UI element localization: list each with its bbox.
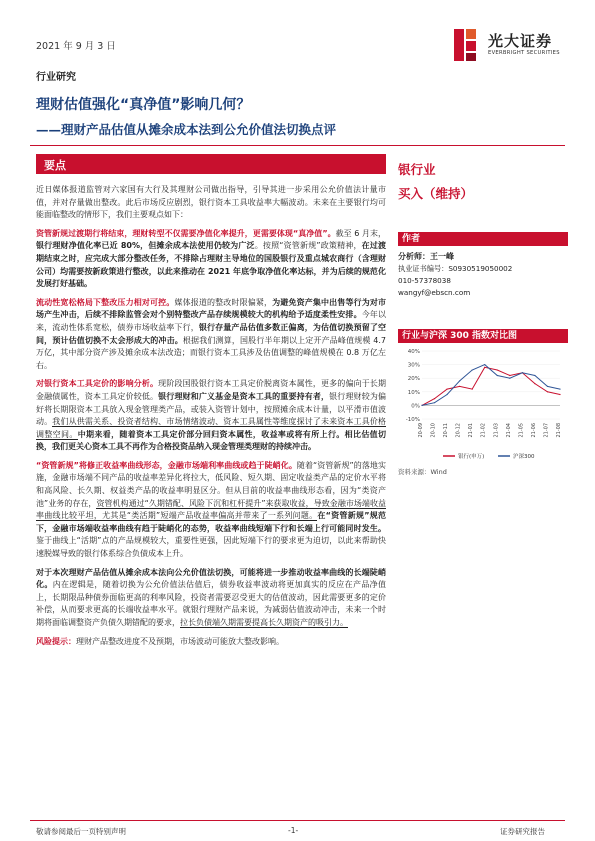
footer-disclaimer[interactable]: 敬请参阅最后一页特别声明 (36, 827, 126, 836)
text: 媒体报道的整改时限偏紧， (174, 297, 273, 307)
risk-text: 理财产品整改进度不及预期，市场波动可能放大整改影响。 (76, 636, 284, 646)
data-point (434, 402, 435, 403)
data-point (509, 378, 510, 379)
data-point (484, 364, 485, 365)
x-tick-label: 21-06 (530, 423, 537, 438)
paragraph-intro (36, 184, 386, 222)
text: 随着“资管新规”的落地实施，金融市场端不同产品的收益率差异化将拉大，低风险、短久期、固定收益类产品的定价水平将和高风险、长久期、权益类产品的收益率明显区分。但从目前的收益率曲线形态看，因为“类资产池”业务的存在， (36, 460, 386, 508)
footer-report-type: 证券研究报告 (500, 827, 545, 836)
y-tick-label: 20% (407, 376, 420, 383)
x-tick-label: 21-05 (518, 423, 525, 438)
index-comparison-chart (398, 343, 568, 463)
text-underlined: 资管机构通过“久期错配、风险下沉和杠杆提升”来获取收益，导致金融市场端收益率曲线比较平坦，尤其是“类活期”短端产品收益率偏高并带来了一系列问题。 (36, 498, 386, 521)
page-number: -1- (288, 826, 299, 835)
text: 现阶段国股银行资本工具定价脱离资本属性，更多的偏向于长期金融债属性，资本工具定价较低。 (36, 379, 387, 401)
data-point (472, 388, 473, 389)
y-tick-label: -10% (405, 417, 420, 423)
text-bold: 在“资管新规”规范下，金融市场端收益率曲线有趋于陡峭化的态势，收益率曲线短端下行和长端上行可能同时发生。 (36, 511, 387, 533)
heading-transition: 资管新规过渡期行将结束，理财转型不仅需要净值化率提升，更需要体现“真净值”。 (36, 228, 336, 238)
paragraph-transition (36, 228, 386, 291)
text: 鉴于曲线上“活期”点的产品规模较大，重要性更强，因此短端下行的要求更为迫切，以此来帮助快速脱媒导致的银行体系综合负债成本上升。 (36, 536, 386, 559)
main-body (36, 184, 386, 654)
y-tick-label: 40% (407, 349, 420, 355)
paragraph-capital-tools (36, 378, 386, 454)
data-point (484, 367, 485, 368)
text-bold: 银行理财和广义基金是资本工具的重要持有者， (158, 391, 330, 401)
footer-divider (30, 820, 565, 821)
y-tick-label: 0% (411, 403, 420, 410)
data-point (459, 380, 460, 381)
text: 银行理财较为偏好将长期限资本工具放入现金管理类产品，或装入资管计划中，按照摊余成本计量，以平滑市值波动。 (36, 391, 387, 427)
text-bold: 在过渡期结束之时，应完成大部分整改任务，不排除占理财主导地位的国股银行及重点城农商行（含理财公司）均需要按新政策进行整改，以此来推动在 2021 年底争取净值化率达标，并为后续的规范化发展打好基础。 (36, 241, 387, 289)
analyst-cert: 执业证书编号：S0930519050002 (398, 264, 513, 273)
x-tick-label: 21-03 (493, 423, 500, 438)
x-tick-label: 21-07 (543, 423, 550, 438)
logo-subtitle: EVERBRIGHT SECURITIES (488, 50, 560, 56)
analyst-name: 分析师：王一峰 (398, 252, 454, 261)
paragraph-yield-curve (36, 460, 386, 561)
legend-label: 银行(申万) (458, 454, 485, 460)
risk-label: 风险提示： (36, 636, 76, 646)
data-point (446, 388, 447, 389)
text: 内在逻辑是，随着切换为公允价值法估值后，债券收益率波动将更加真实的反应在产品净值上，长期限品种债券面临更高的利率风险，投资者需要忍受更大的估值波动，因此需要更多的定价补偿，从而要求更高的长端收益率水平。就银行理财产品来说，为减弱估值波动冲击，未来一个时期将面临调整资产负债久期错配的要求， (36, 580, 387, 627)
text: 。按照“资管新规”政策精神， (254, 241, 362, 251)
chart-header: 行业与沪深 300 指数对比图 (398, 329, 568, 343)
report-date: 2021 年 9 月 3 日 (36, 41, 116, 52)
sidebar-industry: 银行业 (398, 162, 436, 177)
sidebar-rating: 买入（维持） (398, 186, 474, 201)
data-point (497, 369, 498, 370)
data-point (547, 391, 548, 392)
author-header: 作者 (398, 232, 568, 246)
sidebar (398, 150, 568, 476)
analyst-phone: 010-57378038 (398, 276, 451, 285)
x-tick-label: 20-11 (443, 423, 450, 438)
text-bold: 银行存量产品估值多数正偏离，为估值切换预留了空间，预计估值切换不太会形成大的冲击。 (36, 322, 386, 345)
paragraph-liquidity (36, 297, 386, 373)
logo-name: 光大证券 (488, 32, 553, 50)
data-point (559, 388, 560, 389)
report-title: 理财估值强化“真净值”影响几何？ (36, 97, 251, 113)
x-tick-label: 20-10 (430, 423, 437, 438)
section-header (36, 154, 386, 174)
logo-mark-icon (452, 27, 482, 63)
data-point (421, 405, 422, 406)
report-category: 行业研究 (36, 72, 76, 83)
legend-label: 沪深300 (513, 454, 535, 460)
section-label: 要点 (44, 159, 66, 172)
chart-source: 资料来源：Wind (398, 468, 447, 476)
data-point (459, 386, 460, 387)
data-point (497, 375, 498, 376)
data-point (534, 375, 535, 376)
paragraph-valuation-switch (36, 567, 386, 630)
x-tick-label: 20-09 (418, 423, 424, 438)
x-tick-label: 21-08 (556, 423, 562, 438)
text-bold: 中期来看，随着资本工具定价部分回归资本属性，收益率或将有所上行。相比估值切换，我们更关心资本工具不再作为合格投资品纳入现金管理类理财的持续冲击。 (36, 429, 387, 452)
text-underlined: 拉长负债端久期需要提高长久期资产的吸引力。 (180, 618, 348, 627)
text-bold: 银行理财净值化率已近 80%，但摊余成本法使用仍较为广泛 (36, 241, 255, 251)
data-point (509, 375, 510, 376)
x-tick-label: 21-01 (468, 423, 475, 438)
report-subtitle: ——理财产品估值从摊余成本法到公允价值法切换点评 (36, 122, 337, 137)
heading-yield-curve: “资管新规”将修正收益率曲线形态，金融市场端利率曲线或趋于陡峭化。 (36, 460, 297, 470)
data-point (446, 394, 447, 395)
data-point (534, 383, 535, 384)
x-tick-label: 21-04 (505, 423, 512, 438)
heading-capital-tools: 对银行资本工具定价的影响分析。 (36, 379, 159, 389)
text-bold: 为避免资产集中出售等行为对市场产生冲击，后续不排除监管会对个别特整改产品存续规模较大的机构给予适度柔性安排。 (36, 297, 387, 320)
x-tick-label: 20-12 (455, 423, 462, 438)
text: 根据我们测算，国股行半年期以上定开产品峰值规模 4.7 万亿，其中部分资产涉及摊余成本法改造；而银行资本工具涉及估值调整的峰值规模在 0.8 万亿左右。 (36, 335, 387, 370)
data-point (472, 369, 473, 370)
text: 截至 6 月末， (335, 228, 386, 238)
data-point (522, 372, 523, 373)
data-point (434, 398, 435, 399)
series-line-0 (422, 367, 560, 405)
y-tick-label: 30% (407, 362, 420, 369)
series-line-1 (422, 365, 560, 406)
title-divider (30, 145, 565, 146)
paragraph-risk (36, 636, 386, 649)
text: 今年以来，流动性体系宽松，债券市场收益率下行， (36, 310, 387, 332)
analyst-email[interactable]: wangyf@ebscn.com (398, 288, 471, 297)
text-underlined: 我们从供需关系、投资者结构、市场情绪波动、资本工具属性等维度探讨了未来资本工具价格调整空间。 (36, 417, 387, 439)
data-point (547, 386, 548, 387)
y-tick-label: 10% (407, 389, 420, 396)
heading-liquidity: 流动性宽松格局下整改压力相对可控。 (36, 297, 175, 307)
intro-text: 近日媒体报道监管对六家国有大行及其理财公司做出指导，引导其进一步采用公允价值法计量市值，并对存量做出整改。此后市场反应剧烈，银行资本工具收益率大幅波动。未来在主要银行均可能面临整改的情形下，我们主要观点如下： (36, 185, 386, 220)
x-tick-label: 21-02 (480, 423, 487, 438)
data-point (559, 394, 560, 395)
text-bold: 对于本次理财产品估值从摊余成本法向公允价值法切换，可能将进一步推动收益率曲线的长端陡峭化。 (36, 567, 386, 590)
